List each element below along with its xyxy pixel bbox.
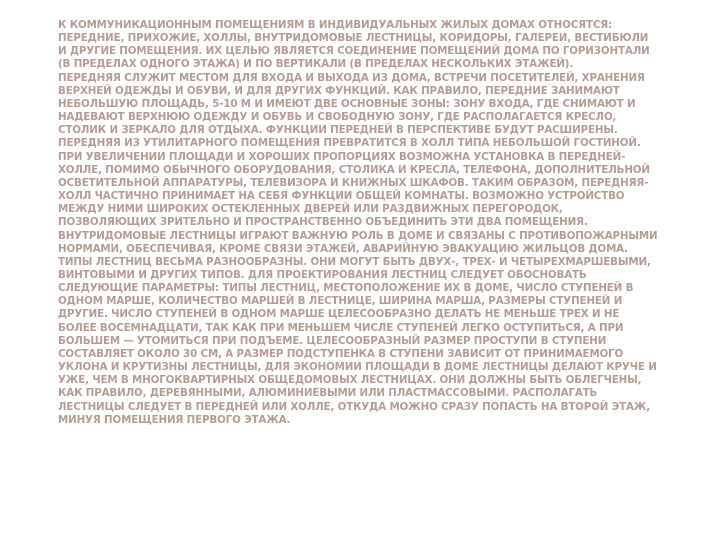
paragraph-staircases: ВНУТРИДОМОВЫЕ ЛЕСТНИЦЫ ИГРАЮТ ВАЖНУЮ РОЛЬ В ДОМЕ И СВЯЗАНЫ С ПРОТИВОПОЖАРНЫМИ НОРМАМИ, ОБЕСПЕЧИВАЯ, КРОМЕ СВЯЗИ ЭТАЖЕЙ, АВАРИЙНУЮ ЭВАКУАЦИЮ ЖИЛЬЦОВ ДОМА. ТИПЫ ЛЕСТНИЦ ВЕСЬМА РАЗНООБРАЗНЫ. ОНИ МОГУТ БЫТЬ ДВУХ-, ТРЕХ- И ЧЕТЫРЕХМАРШЕВЫМИ, ВИНТОВЫМИ И ДРУГИХ ТИПОВ. ДЛЯ ПРОЕКТИРОВАНИЯ ЛЕСТНИЦ СЛЕДУЕТ ОБОСНОВАТЬ СЛЕДУЮЩИЕ ПАРАМЕТРЫ: ТИПЫ ЛЕСТНИЦ, МЕСТОПОЛОЖЕНИЕ ИХ В ДОМЕ, ЧИСЛО СТУПЕНЕЙ В ОДНОМ МАРШЕ, КОЛИЧЕСТВО МАРШЕЙ В ЛЕСТНИЦЕ, ШИРИНА МАРША, РАЗМЕРЫ СТУПЕНЕЙ И ДРУГИЕ. ЧИСЛО СТУПЕНЕЙ В ОДНОМ МАРШЕ ЦЕЛЕСООБРАЗНО ДЕЛАТЬ НЕ МЕНЬШЕ ТРЕХ И НЕ БОЛЕЕ ВОСЕМНАДЦАТИ, ТАК КАК ПРИ МЕНЬШЕМ ЧИСЛЕ СТУПЕНЕЙ ЛЕГКО ОСТУПИТЬСЯ, А ПРИ БОЛЬШЕМ — УТОМИТЬСЯ ПРИ ПОДЪЕМЕ. ЦЕЛЕСООБРАЗНЫЙ РАЗМЕР ПРОСТУПИ В СТУПЕНИ СОСТАВЛЯЕТ ОКОЛО 30 СМ, А РАЗМЕР ПОДСТУПЕНКА В СТУПЕНИ ЗАВИСИТ ОТ ПРИНИМАЕМОГО УКЛОНА И КРУТИЗНЫ ЛЕСТНИЦЫ, ДЛЯ ЭКОНОМИИ ПЛОЩАДИ В ДОМЕ ЛЕСТНИЦЫ ДЕЛАЮТ КРУЧЕ И УЖЕ, ЧЕМ В МНОГОКВАРТИРНЫХ ОБЩЕДОМОВЫХ ЛЕСТНИЦАХ. ОНИ ДОЛЖНЫ БЫТЬ ОБЛЕГЧЕНЫ, КАК ПРАВИЛО, ДЕРЕВЯННЫМИ, АЛЮМИНИЕВЫМИ ИЛИ ПЛАСТМАССОВЫМИ. РАСПОЛАГАТЬ ЛЕСТНИЦЫ СЛЕДУЕТ В ПЕРЕДНЕЙ ИЛИ ХОЛЛЕ, ОТКУДА МОЖНО СРАЗУ ПОПАСТЬ НА ВТОРОЙ ЭТАЖ, МИНУЯ ПОМЕЩЕНИЯ ПЕРВОГО ЭТАЖА.	[58, 229, 658, 426]
paragraph-communication-rooms: К КОММУНИКАЦИОННЫМ ПОМЕЩЕНИЯМ В ИНДИВИДУАЛЬНЫХ ЖИЛЫХ ДОМАХ ОТНОСЯТСЯ: ПЕРЕДНИЕ, ПРИХОЖИЕ, ХОЛЛЫ, ВНУТРИДОМОВЫЕ ЛЕСТНИЦЫ, КОРИДОРЫ, ГАЛЕРЕИ, ВЕСТИБЮЛИ И ДРУГИЕ ПОМЕЩЕНИЯ. ИХ ЦЕЛЬЮ ЯВЛЯЕТСЯ СОЕДИНЕНИЕ ПОМЕЩЕНИЙ ДОМА ПО ГОРИЗОНТАЛИ (В ПРЕДЕЛАХ ОДНОГО ЭТАЖА) И ПО ВЕРТИКАЛИ (В ПРЕДЕЛАХ НЕСКОЛЬКИХ ЭТАЖЕЙ).	[58, 19, 650, 71]
slide-body-text	[58, 19, 658, 427]
paragraph-entrance-hall: ПЕРЕДНЯЯ СЛУЖИТ МЕСТОМ ДЛЯ ВХОДА И ВЫХОДА ИЗ ДОМА, ВСТРЕЧИ ПОСЕТИТЕЛЕЙ, ХРАНЕНИЯ ВЕРХНЕЙ ОДЕЖДЫ И ОБУВИ, И ДЛЯ ДРУГИХ ФУНКЦИЙ. КАК ПРАВИЛО, ПЕРЕДНИЕ ЗАНИМАЮТ НЕБОЛЬШУЮ ПЛОЩАДЬ, 5-10 М И ИМЕЮТ ДВЕ ОСНОВНЫЕ ЗОНЫ: ЗОНУ ВХОДА, ГДЕ СНИМАЮТ И НАДЕВАЮТ ВЕРХНЮЮ ОДЕЖДУ И ОБУВЬ И СВОБОДНУЮ ЗОНУ, ГДЕ РАСПОЛАГАЕТСЯ КРЕСЛО, СТОЛИК И ЗЕРКАЛО ДЛЯ ОТДЫХА. ФУНКЦИИ ПЕРЕДНЕЙ В ПЕРСПЕКТИВЕ БУДУТ РАСШИРЕНЫ. ПЕРЕДНЯЯ ИЗ УТИЛИТАРНОГО ПОМЕЩЕНИЯ ПРЕВРАТИТСЯ В ХОЛЛ ТИПА НЕБОЛЬШОЙ ГОСТИНОЙ. ПРИ УВЕЛИЧЕНИИ ПЛОЩАДИ И ХОРОШИХ ПРОПОРЦИЯХ ВОЗМОЖНА УСТАНОВКА В ПЕРЕДНЕЙ-ХОЛЛЕ, ПОМИМО ОБЫЧНОГО ОБОРУДОВАНИЯ, СТОЛИКА И КРЕСЛА, ТЕЛЕФОНА, ДОПОЛНИТЕЛЬНОЙ ОСВЕТИТЕЛЬНОЙ АППАРАТУРЫ, ТЕЛЕВИЗОРА И КНИЖНЫХ ШКАФОВ. ТАКИМ ОБРАЗОМ, ПЕРЕДНЯЯ-ХОЛЛ ЧАСТИЧНО ПРИНИМАЕТ НА СЕБЯ ФУНКЦИИ ОБЩЕЙ КОМНАТЫ. ВОЗМОЖНО УСТРОЙСТВО МЕЖДУ НИМИ ШИРОКИХ ОСТЕКЛЕННЫХ ДВЕРЕЙ ИЛИ РАЗДВИЖНЫХ ПЕРЕГОРОДОК, ПОЗВОЛЯЮЩИХ ЗРИТЕЛЬНО И ПРОСТРАНСТВЕННО ОБЪЕДИНИТЬ ЭТИ ДВА ПОМЕЩЕНИЯ.	[58, 71, 650, 229]
